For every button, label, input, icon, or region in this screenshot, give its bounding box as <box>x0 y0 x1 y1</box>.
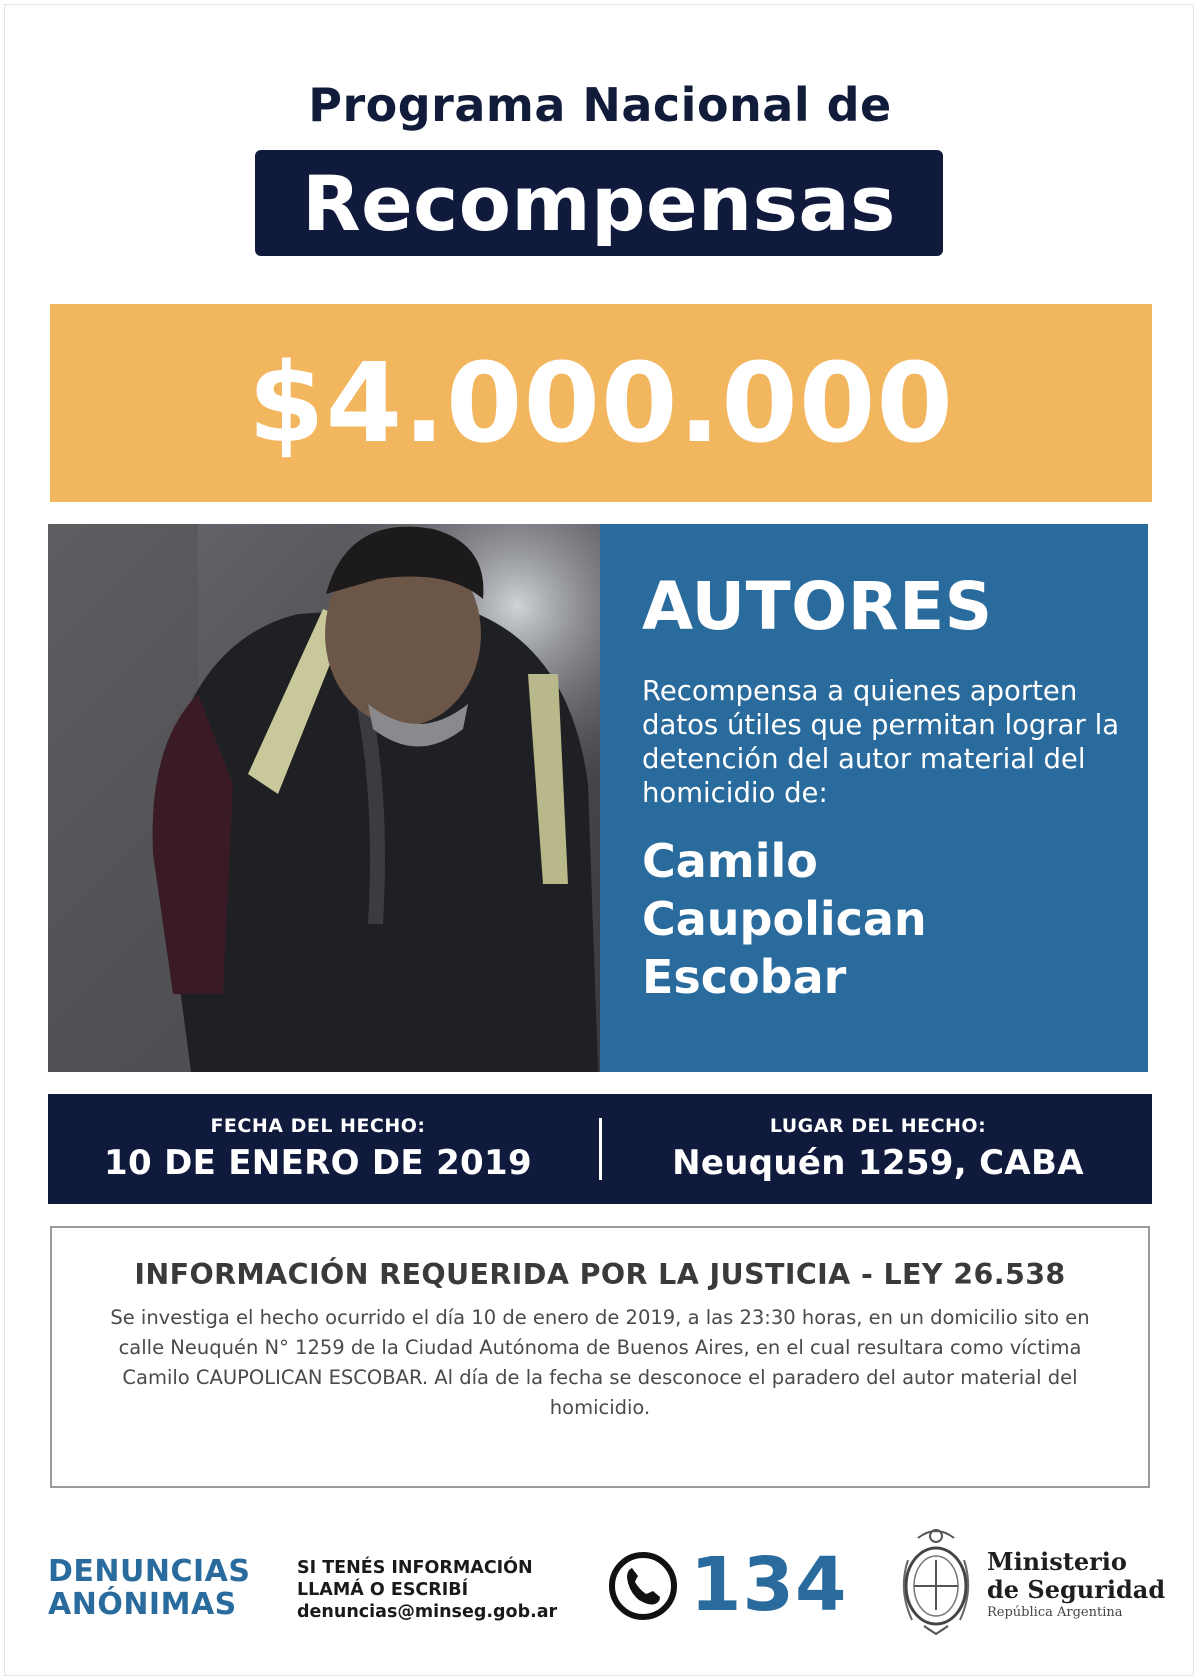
ministry-line: de Seguridad <box>987 1575 1166 1604</box>
event-date-value: 10 DE ENERO DE 2019 <box>104 1143 532 1183</box>
required-info-box <box>50 1226 1150 1488</box>
reward-amount: $4.000.000 <box>248 339 954 467</box>
event-divider <box>599 1118 602 1180</box>
anonymous-reports <box>48 1555 250 1621</box>
event-date <box>48 1094 588 1204</box>
suspect-photo <box>48 524 600 1072</box>
victim-name <box>642 832 1128 1006</box>
contact-line: LLAMÁ O ESCRIBÍ <box>297 1580 469 1600</box>
ministry-line: Ministerio <box>987 1547 1127 1576</box>
victim-name-line: Escobar <box>642 950 847 1004</box>
anonymous-reports-line: DENUNCIAS <box>48 1554 251 1589</box>
event-place-value: Neuquén 1259, CABA <box>672 1143 1084 1183</box>
victim-name-line: Caupolican <box>642 892 927 946</box>
victim-name-line: Camilo <box>642 834 818 888</box>
phone-icon <box>607 1550 679 1622</box>
event-date-label: FECHA DEL HECHO: <box>210 1115 426 1137</box>
event-bar <box>48 1094 1152 1204</box>
contact-email[interactable]: denuncias@minseg.gob.ar <box>297 1602 558 1622</box>
info-heading: AUTORES <box>642 568 993 645</box>
contact-line: SI TENÉS INFORMACIÓN <box>297 1558 533 1578</box>
anonymous-reports-line: ANÓNIMAS <box>48 1587 237 1622</box>
program-banner-text: Recompensas <box>302 158 896 248</box>
ministry-logo <box>987 1548 1165 1622</box>
required-info-text: Se investiga el hecho ocurrido el día 10 de enero de 2019, a las 23:30 horas, en un domicilio sito en calle Neuquén N° 1259 de la Ciudad Autónoma de Buenos Aires, en el cual resultara como víctima Camilo CAUPOLICAN ESCOBAR. Al día de la fecha se desconoce el paradero del autor material del homicidio. <box>110 1306 1090 1419</box>
event-place-label: LUGAR DEL HECHO: <box>769 1115 987 1137</box>
program-banner <box>255 150 943 256</box>
contact-info <box>297 1557 557 1623</box>
program-title: Programa Nacional de <box>308 78 892 132</box>
reward-box <box>50 304 1152 502</box>
info-panel <box>600 524 1148 1072</box>
event-place <box>608 1094 1148 1204</box>
national-seal-icon <box>898 1520 974 1638</box>
ministry-subtitle: República Argentina <box>987 1605 1123 1620</box>
required-info-title: INFORMACIÓN REQUERIDA POR LA JUSTICIA - LEY 26.538 <box>134 1258 1066 1291</box>
suspect-photo-image <box>48 524 600 1072</box>
info-description: Recompensa a quienes aporten datos útiles que permitan lograr la detención del autor material del homicidio de: <box>642 675 1120 809</box>
phone-number[interactable]: 134 <box>690 1542 848 1628</box>
